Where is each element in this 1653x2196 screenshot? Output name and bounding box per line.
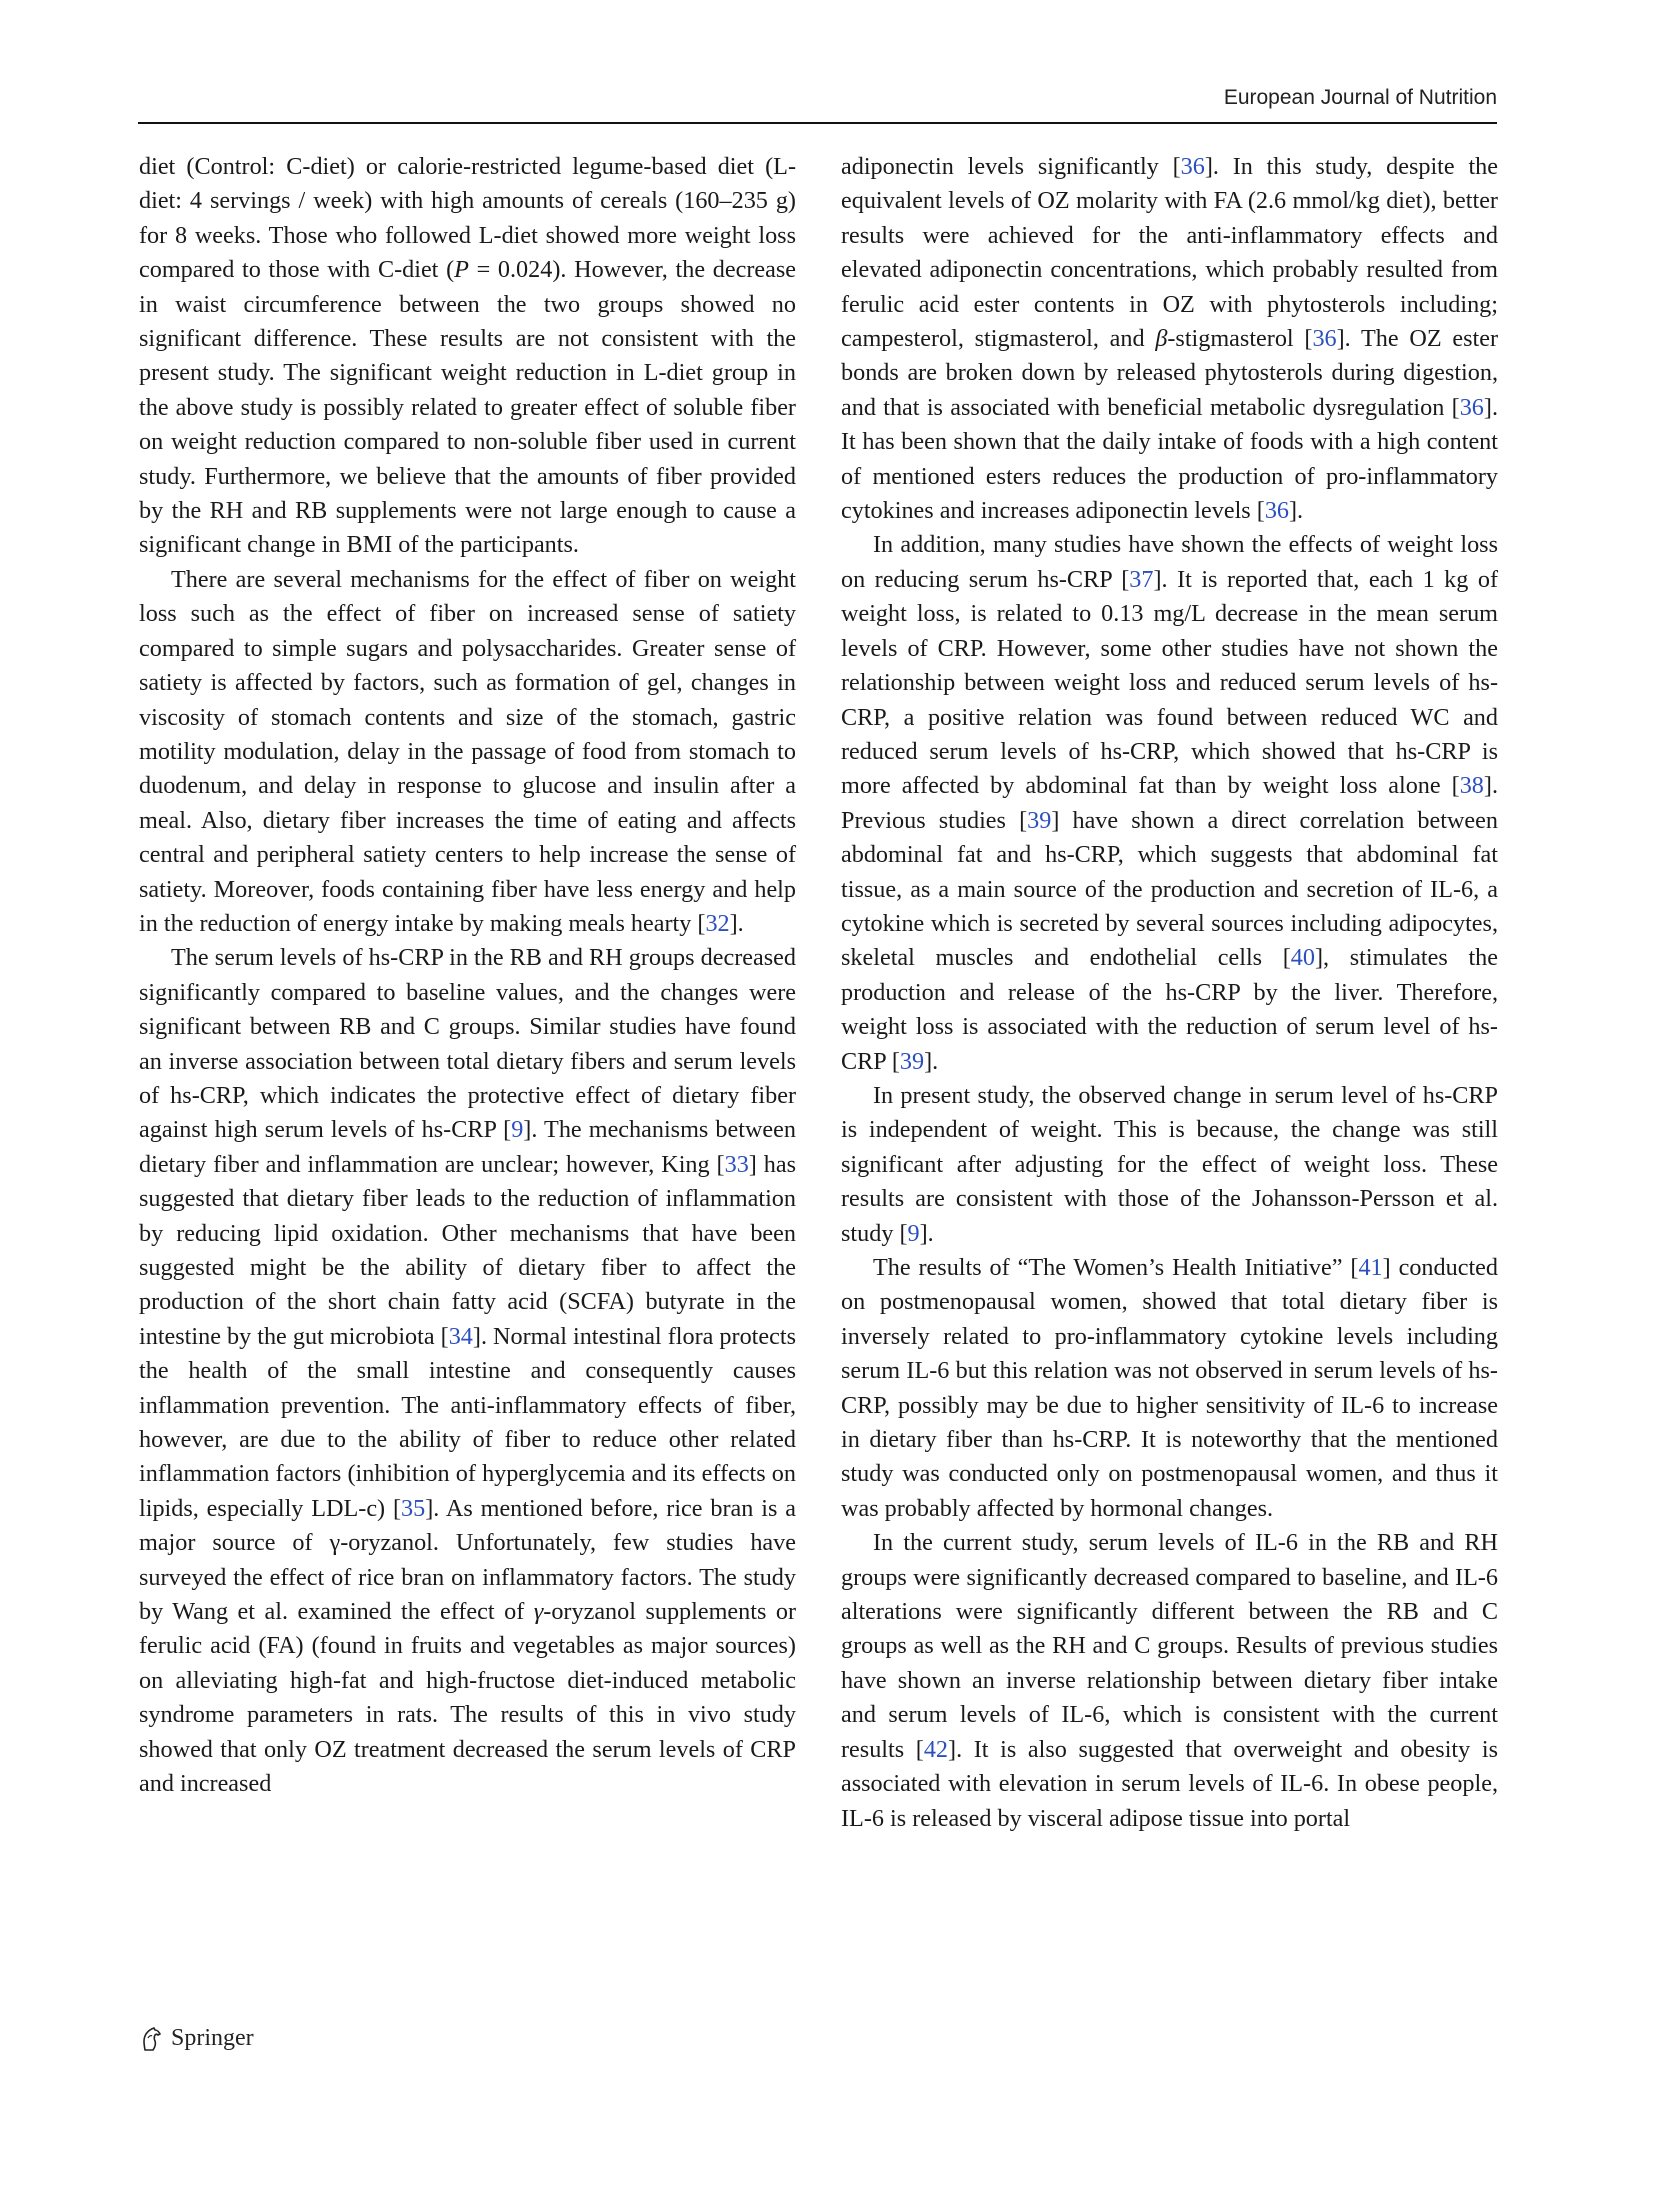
paragraph-p5: [841, 528, 1498, 1079]
paragraph-p2: [139, 563, 796, 941]
text-segment: The serum levels of hs-CRP in the RB and RH groups decreased significantly compared to baseline values, and the changes were significant between RB and C groups. Similar studies have found an inverse association between total dietary fibers and serum levels of hs-CRP, which indicates the protective effect of dietary fiber against high serum levels of hs-CRP [: [139, 944, 796, 1144]
text-segment: ] have shown a direct correlation between abdominal fat and hs-CRP, which suggests that abdominal fat tissue, as a main source of the production and secretion of IL-6, a cytokine which is secreted by several sources including adipocytes, skeletal muscles and endothelial cells [: [841, 806, 1498, 972]
text-segment: ].: [919, 1219, 934, 1247]
text-segment: In addition, many studies have shown the effects of weight loss on reducing serum hs-CRP [: [841, 531, 1498, 593]
citation-link[interactable]: 42: [923, 1735, 949, 1763]
citation-link[interactable]: 41: [1358, 1254, 1383, 1281]
text-segment: In the current study, serum levels of IL-6 in the RB and RH groups were significantly decreased compared to baseline, and IL-6 alterations were significantly different between the RB and C groups as well as the RH and C groups. Results of previous studies have shown an inverse relationship between dietary fiber intake and serum levels of IL-6, which is consistent with the current results [: [841, 1529, 1498, 1763]
text-segment: There are several mechanisms for the effect of fiber on weight loss such as the effect of fiber on increased sense of satiety compared to simple sugars and polysaccharides. Greater sense of satiety is affected by factors, such as formation of gel, changes in viscosity of stomach contents and size of the stomach, gastric motility modulation, delay in the passage of food from stomach to duodenum, and delay in response to glucose and insulin after a meal. Also, dietary fiber increases the time of eating and affects central and peripheral satiety centers to help increase the sense of satiety. Moreover, foods containing fiber have less energy and help in the reduction of energy intake by making meals hearty [: [139, 565, 796, 937]
text-segment: ]. The OZ ester bonds are broken down by released phytosterols during digestion, and that is associated with beneficial metabolic dysregulation [: [841, 325, 1498, 421]
citation-link[interactable]: 32: [705, 909, 730, 937]
paragraph-p8: [841, 1526, 1498, 1836]
italic-symbol: β: [1155, 325, 1168, 353]
text-segment: ] conducted on postmenopausal women, showed that total dietary fiber is inversely related to pro-inflammatory cytokine levels including serum IL-6 but this relation was not observed in serum levels of hs-CRP, possibly may be due to higher sensitivity of IL-6 to increase in dietary fiber than hs-CRP. It is noteworthy that the mentioned study was conducted only on postmenopausal women, and thus it was probably affected by hormonal changes.: [841, 1254, 1498, 1522]
citation-link[interactable]: 39: [1027, 806, 1052, 834]
text-segment: ].: [1289, 497, 1304, 525]
publisher-name: Springer: [171, 2025, 254, 2051]
text-segment: ]. It is reported that, each 1 kg of weight loss, is related to 0.13 mg/L decrease in the mean serum levels of CRP. However, some other studies have not shown the relationship between weight loss and reduced serum levels of hs-CRP, a positive relation was found between reduced WC and reduced serum levels of hs-CRP, which showed that hs-CRP is more affected by abdominal fat than by weight loss alone [: [841, 565, 1498, 800]
text-segment: -stigmasterol [: [1167, 325, 1313, 353]
citation-link[interactable]: 33: [724, 1150, 749, 1178]
left-column: [139, 150, 796, 1802]
paragraph-p6: [841, 1079, 1498, 1251]
citation-link[interactable]: 39: [899, 1047, 925, 1075]
paragraph-p1: [139, 150, 796, 563]
text-segment: ]. Previous studies [: [841, 772, 1498, 834]
text-segment: ]. In this study, despite the equivalent levels of OZ molarity with FA (2.6 mmol/kg diet), better results were achieved for the anti-inflammatory effects and elevated adiponectin concentrations, which probably resulted from ferulic acid ester contents in OZ with phytosterols including; campesterol, stigmasterol, and: [841, 153, 1498, 353]
text-segment: ].: [729, 909, 744, 937]
text-segment: The results of “The Women’s Health Initiative” [: [873, 1254, 1359, 1281]
footer: [139, 2025, 254, 2052]
paragraph-p4: [841, 150, 1498, 528]
text-segment: ] has suggested that dietary fiber leads to the reduction of inflammation by reducing lipid oxidation. Other mechanisms that have been suggested might be the ability of dietary fiber to affect the production of the short chain fatty acid (SCFA) butyrate in the intestine by the gut microbiota [: [139, 1150, 797, 1350]
citation-link[interactable]: 36: [1459, 393, 1484, 421]
text-segment: diet (Control: C-diet) or calorie-restricted legume-based diet (L-diet: 4 servings / week) with high amounts of cereals (160–235 g) for 8 weeks. Those who followed L-diet showed more weight loss compared to those with C-diet (: [139, 153, 796, 284]
citation-link[interactable]: 37: [1129, 565, 1154, 593]
citation-link[interactable]: 40: [1290, 944, 1315, 972]
text-segment: ]. It is also suggested that overweight and obesity is associated with elevation in serum levels of IL-6. In obese people, IL-6 is released by visceral adipose tissue into portal: [841, 1735, 1498, 1832]
text-segment: ]. As mentioned before, rice bran is a major source of γ-oryzanol. Unfortunately, few studies have surveyed the effect of rice bran on inflammatory factors. The study by Wang et al. examined the effect of: [139, 1494, 796, 1626]
journal-name: European Journal of Nutrition: [1223, 86, 1497, 109]
text-segment: ].: [924, 1047, 939, 1075]
paragraph-p7: [841, 1251, 1498, 1526]
text-segment: ]. Normal intestinal flora protects the health of the small intestine and consequently causes inflammation prevention. The anti-inflammatory effects of fiber, however, are due to the ability of fiber to reduce other related inflammation factors (inhibition of hyperglycemia and its effects on lipids, especially LDL-c) [: [139, 1322, 796, 1522]
springer-horse-icon: [139, 2026, 163, 2052]
text-segment: adiponectin levels significantly [: [841, 153, 1181, 180]
text-segment: ]. It has been shown that the daily intake of foods with a high content of mentioned esters reduces the production of pro-inflammatory cytokines and increases adiponectin levels [: [841, 393, 1498, 525]
italic-symbol: P: [454, 256, 469, 284]
italic-symbol: γ: [533, 1598, 544, 1626]
header-rule: [138, 122, 1497, 124]
text-segment: = 0.024). However, the decrease in waist circumference between the two groups showed no significant difference. These results are not consistent with the present study. The significant weight reduction in L-diet group in the above study is possibly related to greater effect of soluble fiber on weight reduction compared to non-soluble fiber used in current study. Furthermore, we believe that the amounts of fiber provided by the RH and RB supplements were not large enough to cause a significant change in BMI of the participants.: [139, 256, 796, 559]
text-segment: ], stimulates the production and release of the hs-CRP by the liver. Therefore, weight loss is associated with the reduction of serum level of hs-CRP [: [841, 944, 1498, 1075]
citation-link[interactable]: 35: [401, 1494, 426, 1522]
right-column: [841, 150, 1498, 1836]
text-segment: -oryzanol supplements or ferulic acid (FA) (found in fruits and vegetables as major sources) on alleviating high-fat and high-fructose diet-induced metabolic syndrome parameters in rats. The results of this in vivo study showed that only OZ treatment decreased the serum levels of CRP and increased: [139, 1598, 797, 1798]
citation-link[interactable]: 9: [907, 1219, 920, 1247]
text-segment: In present study, the observed change in serum level of hs-CRP is independent of weight. This is because, the change was still significant after adjusting for the effect of weight loss. These results are consistent with those of the Johansson-Persson et al. study [: [841, 1081, 1498, 1247]
paragraph-p3: [139, 941, 796, 1801]
citation-link[interactable]: 9: [511, 1116, 524, 1144]
citation-link[interactable]: 36: [1264, 497, 1289, 525]
citation-link[interactable]: 36: [1312, 325, 1337, 353]
citation-link[interactable]: 34: [448, 1322, 473, 1350]
citation-link[interactable]: 36: [1180, 153, 1205, 180]
citation-link[interactable]: 38: [1459, 772, 1484, 800]
text-segment: ]. The mechanisms between dietary fiber and inflammation are unclear; however, King [: [139, 1116, 796, 1178]
